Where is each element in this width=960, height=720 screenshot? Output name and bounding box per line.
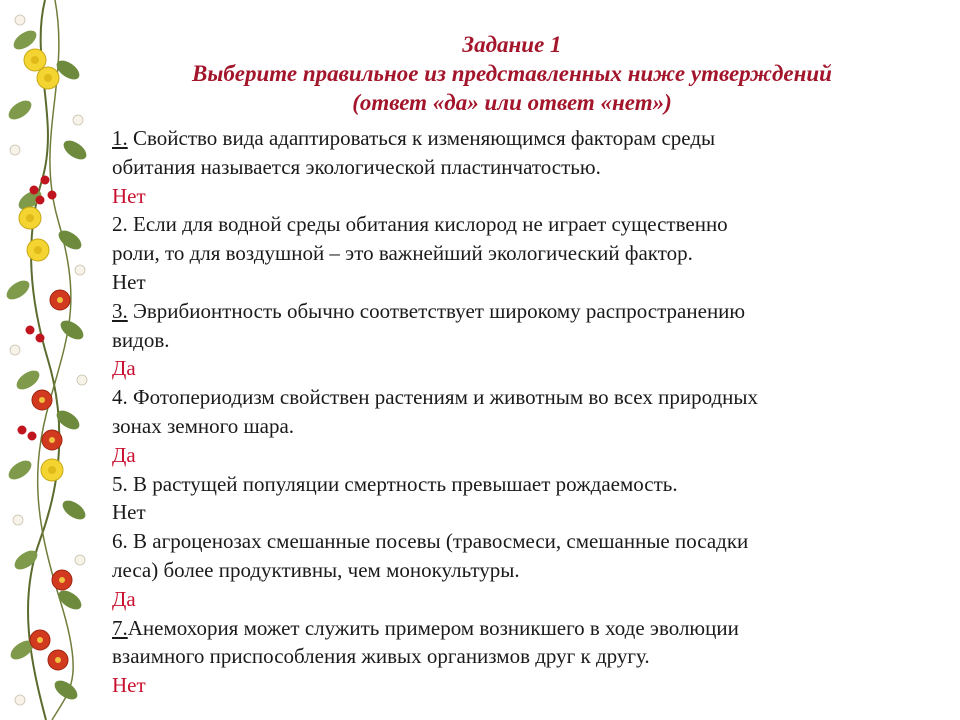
statement-line bbox=[112, 297, 912, 326]
leaf-icon bbox=[60, 137, 89, 163]
leaf-icon bbox=[5, 97, 34, 123]
white-blossom-icon bbox=[73, 115, 83, 125]
statement-line bbox=[112, 383, 912, 412]
task-heading: Задание 1 bbox=[462, 32, 562, 57]
statement-line bbox=[112, 124, 912, 153]
statement-number: 5. bbox=[112, 471, 128, 496]
answer-3: Да bbox=[112, 356, 136, 381]
berry-icon bbox=[18, 426, 27, 435]
answer-2: Нет bbox=[112, 269, 146, 294]
statement-line bbox=[112, 210, 912, 239]
statement-number: 4. bbox=[112, 385, 128, 410]
statement-line bbox=[112, 642, 912, 671]
vine-stem bbox=[38, 0, 74, 720]
statement-text: обитания называется экологической пластинчатостью. bbox=[112, 154, 601, 179]
statement-text: Фотопериодизм свойствен растениям и животным во всех природных bbox=[133, 385, 758, 410]
berry-icon bbox=[36, 334, 45, 343]
white-blossom-icon bbox=[75, 555, 85, 565]
answer-1: Нет bbox=[112, 183, 146, 208]
statement-text: видов. bbox=[112, 327, 170, 352]
leaf-icon bbox=[57, 317, 86, 343]
statement-line bbox=[112, 614, 912, 643]
statement-number: 1. bbox=[112, 126, 128, 150]
statement-text: Свойство вида адаптироваться к изменяющимся факторам среды bbox=[133, 126, 716, 150]
white-blossom-icon bbox=[10, 145, 20, 155]
white-blossom-icon bbox=[15, 15, 25, 25]
leaf-icon bbox=[13, 367, 42, 393]
answer-4: Да bbox=[112, 442, 136, 467]
leaf-icon bbox=[59, 497, 88, 523]
statement-text: В агроценозах смешанные посевы (травосмеси, смешанные посадки bbox=[133, 529, 749, 554]
statement-text: Если для водной среды обитания кислород не играет существенно bbox=[133, 212, 728, 237]
berry-icon bbox=[36, 196, 45, 205]
leaf-icon bbox=[3, 277, 32, 303]
statement-number: 2. bbox=[112, 212, 128, 237]
statement-line bbox=[112, 153, 912, 182]
white-blossom-icon bbox=[77, 375, 87, 385]
statement-number: 6. bbox=[112, 529, 128, 554]
berry-icon bbox=[26, 326, 35, 335]
white-blossom-icon bbox=[13, 515, 23, 525]
answer-5: Нет bbox=[112, 500, 146, 525]
statement-line bbox=[112, 239, 912, 268]
answer-7: Нет bbox=[112, 673, 146, 698]
task-instruction: Выберите правильное из представленных ниже утверждений bbox=[192, 61, 832, 86]
white-blossom-icon bbox=[75, 265, 85, 275]
task-answer-format: (ответ «да» или ответ «нет») bbox=[352, 90, 672, 115]
statement-line bbox=[112, 556, 912, 585]
leaf-icon bbox=[5, 457, 34, 483]
statement-line bbox=[112, 470, 912, 499]
statement-line bbox=[112, 412, 912, 441]
berry-icon bbox=[28, 432, 37, 441]
statement-list bbox=[112, 124, 912, 700]
statement-text: Эврибионтность обычно соответствует широкому распространению bbox=[133, 298, 746, 323]
slide-title bbox=[112, 30, 912, 117]
floral-border-decoration bbox=[0, 0, 100, 720]
leaf-icon bbox=[51, 677, 80, 703]
berry-icon bbox=[48, 191, 57, 200]
statement-text: леса) более продуктивны, чем монокультуры. bbox=[112, 557, 520, 582]
statement-line bbox=[112, 326, 912, 355]
statement-text: роли, то для воздушной – это важнейший экологический фактор. bbox=[112, 241, 693, 266]
statement-text: Анемохория может служить примером возникшего в ходе эволюции bbox=[127, 615, 739, 640]
statement-text: В растущей популяции смертность превышает рождаемость. bbox=[133, 471, 678, 496]
statement-text: зонах земного шара. bbox=[112, 413, 295, 438]
vine-stem bbox=[28, 0, 59, 720]
statement-number: 3. bbox=[112, 298, 128, 323]
berry-icon bbox=[41, 176, 50, 185]
leaf-icon bbox=[55, 227, 84, 253]
statement-line bbox=[112, 527, 912, 556]
white-blossom-icon bbox=[10, 345, 20, 355]
statement-number: 7. bbox=[112, 615, 128, 640]
berry-icon bbox=[30, 186, 39, 195]
white-blossom-icon bbox=[15, 695, 25, 705]
answer-6: Да bbox=[112, 586, 136, 611]
statement-text: взаимного приспособления живых организмов друг к другу. bbox=[112, 644, 650, 669]
